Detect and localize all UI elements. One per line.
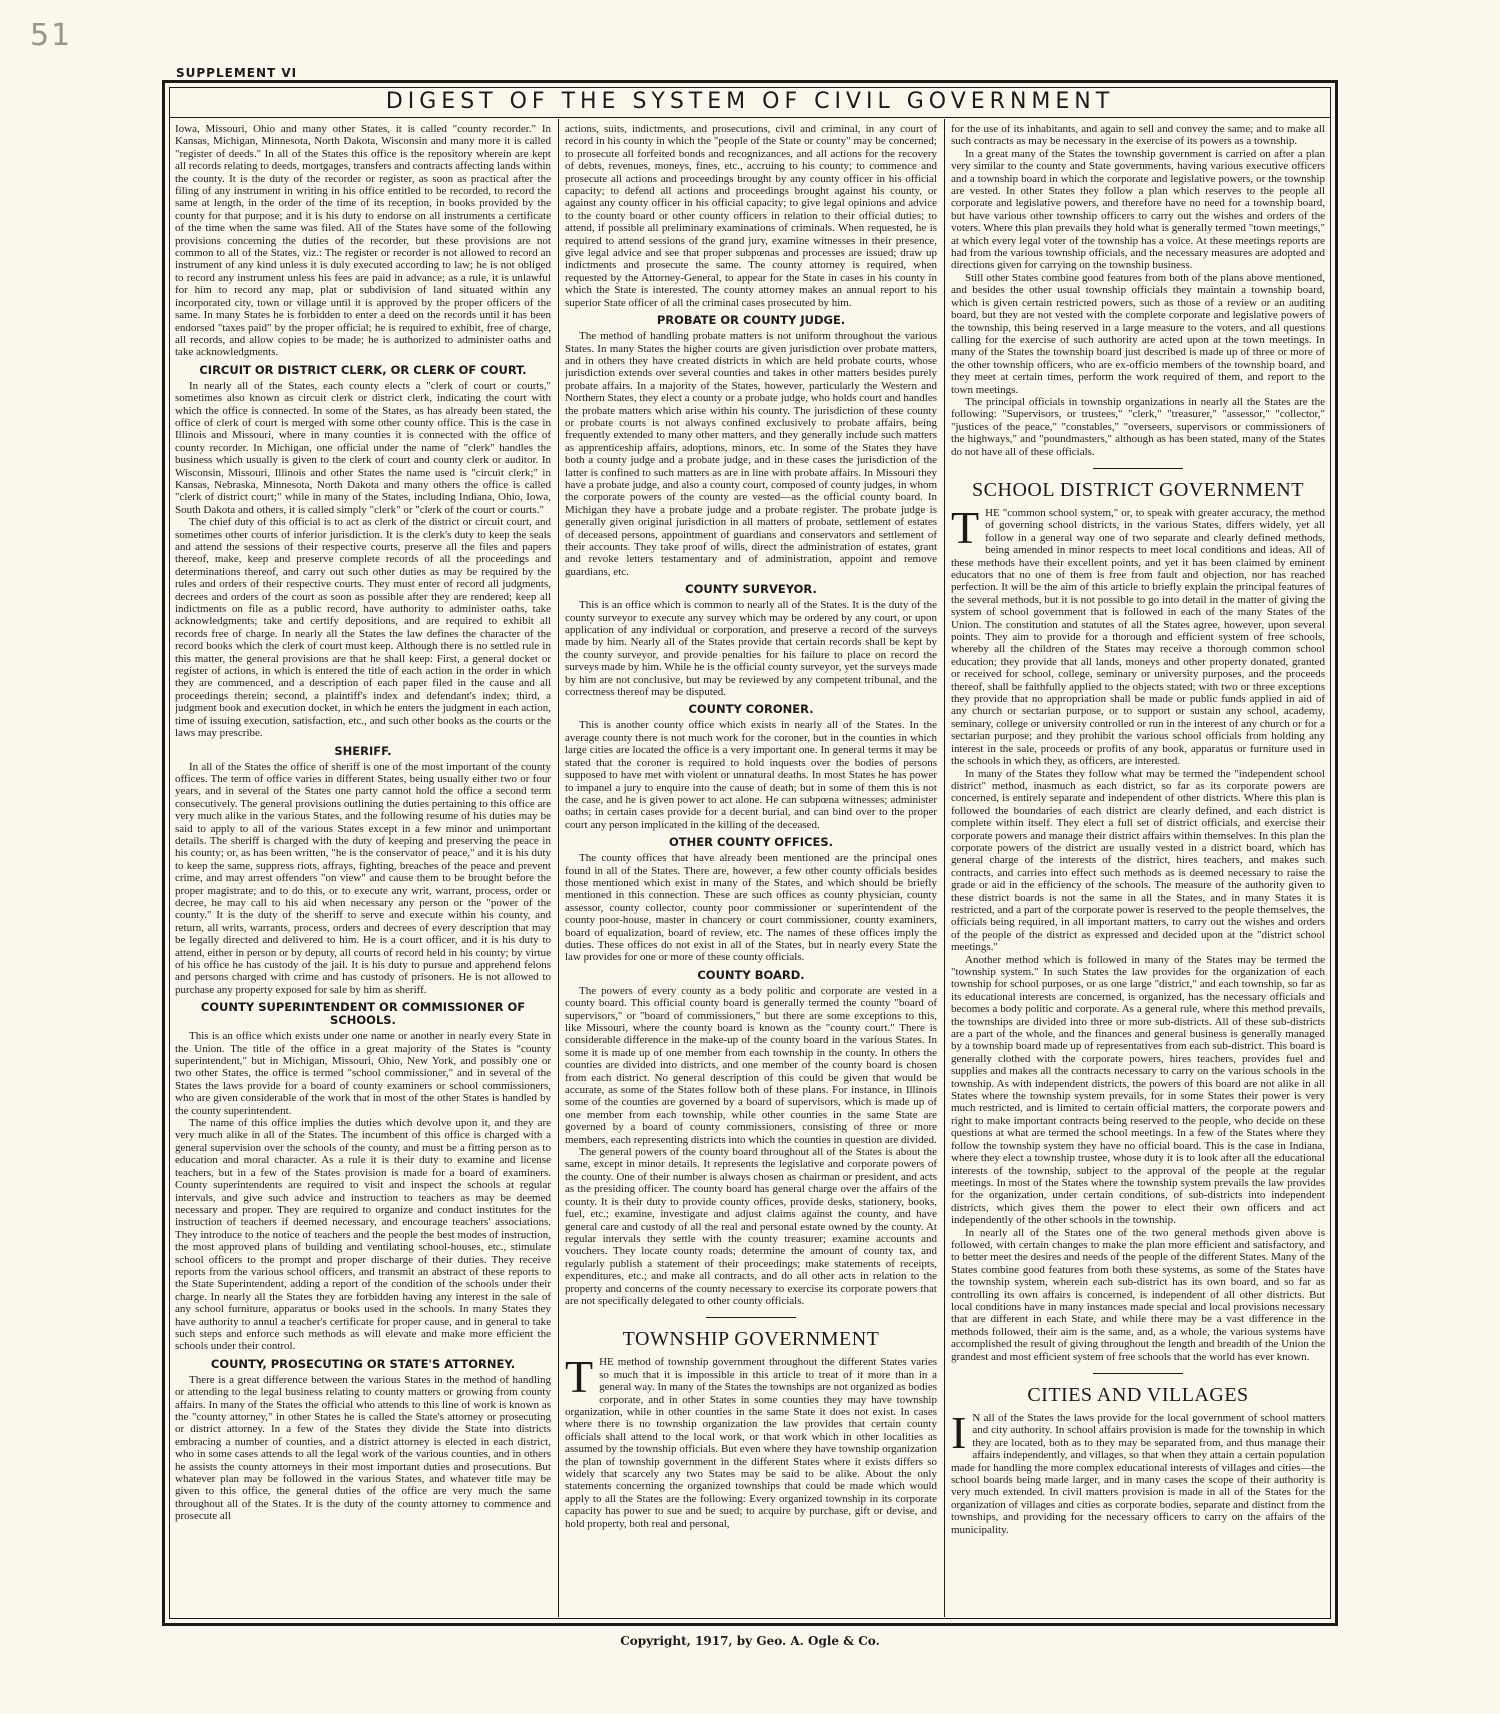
section-heading-surveyor: COUNTY SURVEYOR. [685,582,817,597]
page-number: 51 [30,18,73,53]
drop-cap: T [565,1351,594,1403]
paragraph-text: HE "common school system," or, to speak with greater accuracy, the method of governing school districts, in the various States, differs widely, yet all follow in a general way one of two separate and clearly defined methods, being amended in minor respects to meet local conditions and ideas. All of these methods have their excellent points, and yet it has been claimed by eminent educators that no one of them is free from fault and objection, nor has reached perfection. It will be the aim of this article to briefly explain the principal features of the several methods, but it is not possible to go into detail in the matter of giving the system of school government that is followed in each of the many States of the Union. The constitution and statutes of all the States agree, however, upon several points. They aim to provide for a thorough and efficient system of free schools, whereby all the children of the States may receive a thorough common school education; they provide that all lands, moneys and other property donated, granted or received for school, college, seminary or university purposes, and the proceeds thereof, shall be faithfully applied to the objects stated; with two or three exceptions they provide that no appropriation shall be made or public funds applied in aid of any church or sectarian purpose, or to support or sustain any school, academy, seminary, college or university controlled or run in the interest of any church or for a sectarian purpose; and they prohibit the various school officials from holding any interest in the sale, proceeds or profits of any book, apparatus or furniture used in the schools in which they, as officers, are interested. [951,506,1325,768]
section-heading-clerk: CIRCUIT OR DISTRICT CLERK, OR CLERK OF COURT. [199,362,527,377]
paragraph: Still other States combine good features from both of the plans above mentioned, and besides the other usual township officials they maintain a township board, which is given certain restricted powers, such as those of a review or an auditing board, but they are not vested with the complete corporate and legislative powers of the township, this being reserved in a large measure to the voters, and all questions calling for the exercise of such authority are acted upon at the town meetings. In many of the States the township board just described is made up of three or more of the other township officers, who are ex-officio members of the township board, and they meet at certain times, perform the work required of them, and report to the town meetings. [951,271,1325,396]
paragraph: This is another county office which exists in nearly all of the States. In the average county there is not much work for the coroner, but in the counties in which large cities are located the office is a very important one. In general terms it may be stated that the coroner is required to hold inquests over the bodies of persons supposed to have met with violent or unnatural deaths. In most States he has power to impanel a jury to enquire into the cause of death; but in some of them this is not the case, and he is given power to act alone. He can subpœna witnesses; administer oaths; in certain cases provide for a decent burial, and can bind over to the proper court any person implicated in the killing of the deceased. [565,719,937,831]
paragraph: The chief duty of this official is to act as clerk of the district or circuit court, and sometimes other courts of inferior jurisdiction. It is the clerk's duty to keep the seals and attend the sessions of their respective courts, preserve all the files and papers thereof, make, keep and preserve complete records of all the proceedings and determinations thereof, and carry out such other duties as may be required by the rules and orders of their respective courts. They must enter of record all judgments, decrees and orders of the court as soon as possible after they are rendered; keep all indictments on file as a public record, have authority to administer oaths, take acknowledgments; take and certify depositions, and are required to exhibit all records free of charge. In nearly all the States the law defines the character of the record books which the clerk of court must keep. Although there is no settled rule in this matter, the general provisions are that he shall keep: First, a general docket or register of actions, in which is entered the title of each action in the order in which they are commenced, and a description of each paper filed in the cause and all proceedings therein; second, a plaintiff's index and defendant's index; third, a judgment book and execution docket, in which he enters the judgment in each action, time of issuing execution, satisfaction, etc., and such other books as the courts or the laws may prescribe. [175,516,551,740]
section-rule [706,1317,796,1318]
paragraph: The general powers of the county board throughout all of the States is about the same, except in minor details. It represents the legislative and corporate powers of the county. One of their number is always chosen as chairman or president, and acts as the presiding officer. The county board has general charge over the affairs of the county. It is their duty to provide county offices, provide desks, stationery, books, fuel, etc.; examine, investigate and adjust claims against the county, and have general care and custody of all the real and personal estate owned by the county. At regular intervals they settle with the county treasurer; examine accounts and vouchers. They locate county roads; determine the amount of county tax, and regularly publish a statement of their proceedings; make statements of receipts, expenditures, etc.; and make all contracts, and do all other acts in relation to the property and concerns of the county necessary to exercise its corporate powers that are not specifically delegated to other county officials. [565,1146,937,1307]
masthead-title: DIGEST OF THE SYSTEM OF CIVIL GOVERNMENT [385,89,1115,114]
column-divider [944,119,945,1617]
drop-cap: T [951,501,980,553]
paragraph: The powers of every county as a body politic and corporate are vested in a county board. This official county board is generally termed the county "board of supervisors," or "board of commissioners," but there are some exceptions to this, like Missouri, where the county board is known as the "county court." There is considerable difference in the make-up of the county board in the various States. In some it is made up of one member from each township in the county. In others the counties are divided into districts, and one member of the county board is chosen from each district. No general description of this could be given that would be accurate, as some of the States follow both of these plans. For instance, in Illinois some of the counties are governed by a board of supervisors, which is made up of one member from each township, while other counties in the same State are governed by a board of county commissioners, consisting of three or more members, each representing districts into which the counties in question are divided. [565,984,937,1146]
drop-cap: I [951,1407,967,1458]
paragraph: for the use of its inhabitants, and again to sell and convey the same; and to make all such contracts as may be necessary in the exercise of its powers as a township. [951,123,1325,148]
paragraph: The method of handling probate matters is not uniform throughout the various States. In many States the higher courts are given jurisdiction over probate matters, and in others they have created districts in which are held probate courts, whose jurisdiction extends over several counties and takes in other matters besides purely probate affairs. In a majority of the States, however, particularly the Western and Northern States, they elect a county or a probate judge, who holds court and handles the probate matters which arise within his county. The jurisdiction of these county or probate courts is not always confined exclusively to probate affairs, being frequently extended to many other matters, and they generally include such matters as apprenticeship affairs, adoptions, minors, etc. In some of the States they have both a county judge and a probate judge, and in these cases the jurisdiction of the latter is confined to such matters as are in line with probate affairs. In Missouri they have a probate judge, and also a county court, composed of county judges, in whom the corporate powers of the county are vested—as the official county board. In Michigan they have a probate judge and a probate register. The probate judge is generally given original jurisdiction in all matters of probate, settlement of estates of deceased persons, appointment of guardians and conservators and settlement of their accounts. They take proof of wills, direct the administration of estates, grant and revoke letters testamentary and of administration, appoint and remove guardians, etc. [565,330,937,578]
section-heading-other-offices: OTHER COUNTY OFFICES. [668,835,834,850]
section-heading-cities: CITIES AND VILLAGES [1027,1384,1249,1406]
paragraph: This is an office which is common to nearly all of the States. It is the duty of the county surveyor to execute any survey which may be ordered by any court, or upon application of any individual or corporation, and preserve a record of the surveys made by him. Nearly all of the States provide that certain records shall be kept by the county surveyor, and provide penalties for his failure to place on record the surveys made by him. While he is the official county surveyor, yet the surveys made by him are not conclusive, but may be reviewed by any competent tribunal, and the correctness thereof may be disputed. [565,599,937,699]
column-3 [951,123,1325,1615]
page-frame [162,80,1338,1626]
paragraph: Iowa, Missouri, Ohio and many other States, it is called "county recorder." In Kansas, Michigan, Minnesota, North Dakota, Wisconsin and many more it is called "register of deeds." In all of the States this office is the repository wherein are kept all records relating to deeds, mortgages, transfers and contracts affecting lands within the county. It is the duty of the recorder or register, as soon as practical after the filing of any instrument in writing in his office entitled to be recorded, to record the same at length, in the order of the time of its reception, in books provided by the county for that purpose; and it is his duty to endorse on all instruments a certificate of the time when the same was filed. All of the States have some of the following provisions concerning the duties of the recorder, but these provisions are not common to all of the States, viz.: The register or recorder is not allowed to record an instrument of any kind unless it is duly executed according to law; he is not obliged to record any instrument unless his fees are paid in advance; as a rule, it is unlawful for him to record any map, plat or subdivision of land situated within any incorporated city, town or village until it is approved by the proper officers of the same. In many States he is forbidden to enter a deed on the records until it has been endorsed "taxes paid" by the proper official; he is required to exhibit, free of charge, all records, and allow copies to be made; he is authorized to administer oaths and take acknowledgments. [175,123,551,359]
section-heading-superintendent: COUNTY SUPERINTENDENT OR COMMISSIONER OF SCHOOLS. [200,1000,526,1028]
section-heading-coroner: COUNTY CORONER. [688,702,814,717]
paragraph: Another method which is followed in many of the States may be termed the "township system." In such States the law provides for the organization of each township for school purposes, or as one large "district," and each township, so far as its educational interests are concerned, is organized, has the necessary officials and becomes a body politic and corporate. As a general rule, where this method prevails, the townships are divided into three or more sub-districts. All of these sub-districts are a part of the whole, and the finances and general business is generally managed by a township board made up of representatives from each sub-district. This board is generally clothed with the corporate powers, hires teachers, provides fuel and supplies and makes all the contracts necessary to carry on the various schools in the township. As with independent districts, the powers of this board are not alike in all States where the township system prevails, for in some States their power is very much restricted, and is limited to certain official matters, the corporate powers and right to make important contracts being reserved to the people, who decide on these questions at what are termed the school meetings. In a few of the States where they follow the township system they have no official board. This is the case in Indiana, where they elect a township trustee, whose duty it is to look after all the educational interests of the township, subject to the approval of the people at the regular meetings. In most of the States where the township system prevails the law provides for the organization, under certain conditions, of sub-districts into independent districts, which gives them the power to elect their own officers and act independently of the other schools in the township. [951,953,1325,1227]
paragraph: In nearly all of the States one of the two general methods given above is followed, with certain changes to make the plan more efficient and satisfactory, and to better meet the desires and needs of the people of the different States. Many of the States combine good features from both these systems, as some of the States have the township system, wherein each sub-district has its own board, and so far as controlling its own affairs is concerned, is independent of all other districts. But local conditions have in many instances made special and local provisions necessary that are different in each State, and while there may be a vast difference in the methods followed, their aim is the same, and, as a whole, the various systems have accomplished the result of giving throughout the length and breadth of the Union the grandest and most efficient system of free schools that the world has ever known. [951,1226,1325,1363]
section-heading-probate: PROBATE OR COUNTY JUDGE. [656,313,846,328]
paragraph: In many of the States they follow what may be termed the "independent school district" method, inasmuch as each district, so far as its corporate powers are concerned, is entirely separate and independent of other districts. Where this plan is followed the boundaries of each district are clearly defined, and each district is complete within itself. They elect a full set of district officials, and exercise their corporate powers and manage their district affairs within themselves. In this plan the corporate powers of the district are usually vested in a district board, which has general charge of the interests of the district, hires teachers, and makes such contracts, and carries into effect such methods as is deemed necessary to raise the grade or aid in the efficiency of the schools. The measure of the authority given to these district boards is not the same in all the States, and in many States it is restricted, and a part of the corporate power is reserved to the people themselves, the officials being required, in all important matters, to carry out the wishes and orders of the people of the district as expressed and decided upon at the "district school meetings." [951,767,1325,954]
paragraph: In nearly all of the States, each county elects a "clerk of court or courts," sometimes also known as circuit clerk or district clerk, indicating the court with which the office is connected. In some of the States, as has already been stated, the office of clerk of court is merged with some other county office. This is the case in Illinois and Missouri, where in many counties it is connected with the office of county recorder. In Michigan, one official under the name of "clerk" handles the business which usually is given to the clerk of court and county clerk or auditor. In Wisconsin, Missouri, Illinois and other States the name used is "circuit clerk;" in Kansas, Nebraska, Minnesota, North Dakota and many others the office is called "clerk of district court;" while in many of the States, including Indiana, Ohio, Iowa, South Dakota and others, it is called simply "clerk" or "clerk of the court or courts." [175,379,551,516]
paragraph-text: HE method of township government throughout the different States varies so much that it is impossible in this article to treat of it more than in a general way. In many of the States the townships are not organized as bodies corporate, and in other States in some counties they may have township organization, while in other counties in the same State it does not exist. In cases where there is no township organization the law provides that certain county officials shall attend to the local work, or that work which in other localities as assumed by the township officials. But even where they have township organization the plan of township government in the different States where it exists differs so widely that scarcely any two States may be said to be alike. About the only statements concerning the organized townships that could be made which would apply to all the States are the following: Every organized township in its corporate capacity has power to sue and be sued; to acquire by purchase, gift or devise, and hold property, both real and personal, [565,1356,937,1530]
paragraph: actions, suits, indictments, and prosecutions, civil and criminal, in any court of record in his county in which the "people of the State or county" may be concerned; to prosecute all forfeited bonds and recognizances, and all actions for the recovery of debts, revenues, moneys, fines, etc., accruing to his county; to commence and prosecute all actions and proceedings brought by any county officer in his official capacity; to defend all actions and proceedings brought against his county, or against any county officer in his official capacity; to give legal opinions and advice to the county board or other county officers in relation to their official duties; to attend, if possible all preliminary examinations of criminals. When requested, he is required to attend sessions of the grand jury, examine witnesses in their presence, give legal advice and see that proper subpœnas and processes are issued; draw up indictments and prosecute the same. The county attorney is required, when requested by the Attorney-General, to appear for the State in cases in his county in which the State is interested. The county attorney makes an annual report to his superior State officer of all the criminal cases prosecuted by him. [565,123,937,309]
paragraph: In all of the States the office of sheriff is one of the most important of the county offices. The term of office varies in different States, being usually either two or four years, and in several of the States one party cannot hold the office a second term consecutively. The general provisions outlining the duties pertaining to this office are very much alike in the various States, and the following resume of his duties may be said to apply to all of the various States except in a few minor and unimportant details. The sheriff is charged with the duty of keeping and preserving the peace in his county; or, as has been written, "he is the conservator of peace," and it is his duty to keep the same, suppress riots, affrays, fighting, breaches of the peace and prevent crime, and may arrest offenders "on view" and cause them to be brought before the proper magistrate; and to do this, or to execute any writ, warrant, process, order or decree, he may call to his aid when necessary any person or the "power of the county." It is the duty of the sheriff to serve and execute within his county, and return, all writs, warrants, process, orders and decrees of every description that may be legally directed and delivered to him. He is a court officer, and it is his duty to attend, either in person or by deputy, all courts of record held in his county; by virtue of his office he has custody of the jail. It is his duty to pursue and apprehend felons and persons charged with crime and has custody of prisoners. He is not allowed to purchase any property exposed for sale by him as sheriff. [175,760,551,996]
column-divider [558,119,559,1617]
masthead-rule [169,117,1331,118]
paragraph: The name of this office implies the duties which devolve upon it, and they are very much alike in all of the States. The incumbent of this office is charged with a general supervision over the schools of the county, and must be a fitting person as to education and moral character. As a rule it is their duty to examine and license teachers, but in a few of the States provision is made for a board of examiners. County superintendents are required to visit and inspect the schools at regular intervals, and give such advice and instruction to teachers as may be deemed necessary and proper. They are required to organize and conduct institutes for the instruction of teachers if deemed necessary, and encourage teachers' associations. They introduce to the notice of teachers and the people the best modes of instruction, the most approved plans of building and ventilating school-houses, etc., stimulate school officers to the prompt and proper discharge of their duties. They receive reports from the various school officers, and transmit an abstract of these reports to the State Superintendent, adding a report of the condition of the schools under their charge. In nearly all the States they are forbidden having any interest in the sale of any school furniture, apparatus or books used in the schools. In many States they have authority to annul a teacher's certificate for proper cause, and in general to take such steps and enforce such methods as will elevate and make more efficient the schools under their control. [175,1117,551,1353]
paragraph [951,1407,1325,1536]
section-rule [1093,468,1183,469]
copyright-notice: Copyright, 1917, by Geo. A. Ogle & Co. [620,1634,880,1648]
paragraph: The principal officials in township organizations in nearly all the States are the following: "Supervisors, or trustees," "clerk," "treasurer," "assessor," "collector," "justices of the peace," "constables," "overseers, supervisors or commissioners of the highways," and "poundmasters," although as has been stated, many of the States do not have all of these officials. [951,395,1325,458]
section-heading-attorney: COUNTY, PROSECUTING OR STATE'S ATTORNEY. [210,1356,516,1371]
paragraph-text: N all of the States the laws provide for the local government of school matters and city authority. In school affairs provision is made for the township in which they are located, both as to they may be separated from, and thus manage their affairs independently, and villages, so that when they attain a certain population made for handling the more complex educational interests of villages and cities—the school boards being made larger, and in many cases the scope of their authority is very much extended. In civil matters provision is made in all of the States for the organization of villages and cities as corporate bodies, separate and distinct from the townships, and providing for the necessary officers to carry on the affairs of the municipality. [951,1412,1325,1536]
section-heading-school-district: SCHOOL DISTRICT GOVERNMENT [972,478,1304,501]
section-heading-county-board: COUNTY BOARD. [697,967,805,982]
paragraph: This is an office which exists under one name or another in nearly every State in the Union. The title of the office in a great majority of the States is "county superintendent," but in Michigan, Missouri, Ohio, New York, and possibly one or two other States, the office is termed "school commissioner," and in several of the States the laws provide for a board of county examiners or school commissioners, who are given considerable of the work that in most of the other States is handled by the county superintendent. [175,1030,551,1117]
section-heading-sheriff: SHERIFF. [334,743,392,758]
section-heading-township: TOWNSHIP GOVERNMENT [622,1328,880,1351]
paragraph: There is a great difference between the various States in the method of handling or attending to the legal business relating to county matters or growing from county affairs. In many of the States the official who attends to this line of work is known as the "county attorney," in other States he is called the State's attorney or prosecuting or district attorney. In a few of the States they divide the State into districts embracing a number of counties, and a district attorney is elected in each district, who in some cases attends to all the legal work of the various counties, and in others he assists the county attorneys in their most important duties and prosecutions. But whatever plan may be followed in the various States, and whatever title may be given to this office, the general duties of the office are very much the same throughout all of the States. It is the duty of the county attorney to commence and prosecute all [175,1373,551,1523]
column-2 [565,123,937,1615]
section-rule [1093,1373,1183,1374]
paragraph: In a great many of the States the township government is carried on after a plan very similar to the county and State governments, having various executive officers and a township board in which the corporate and legislative powers, or the township are vested. In other States they follow a plan which reserves to the people all corporate and legislative powers, and therefore have no need for a township board, but have various other township officers to carry out the wishes and orders of the voters. Where this plan prevails they hold what is generally termed "town meetings," at which every legal voter of the township has a voice. At these meetings reports are had from the various township officials, and the necessary measures are adopted and directions given for carrying on the township business. [951,147,1325,272]
paragraph [565,1351,937,1530]
supplement-label: SUPPLEMENT VI [176,66,298,80]
column-1 [175,123,551,1615]
paragraph: The county offices that have already been mentioned are the principal ones found in all of the States. There are, however, a few other county officials besides those mentioned which exist in many of the States, and which should be briefly mentioned in this connection. These are such offices as county physician, county assessor, county collector, county poor commissioner or superintendent of the county poor-house, master in chancery or court commissioner, county examiners, board of equalization, board of review, etc. The names of these offices imply the duties. These offices do not exist in all of the States, but in nearly every State the law provides for one or more of these county officials. [565,852,937,964]
paragraph [951,501,1325,768]
